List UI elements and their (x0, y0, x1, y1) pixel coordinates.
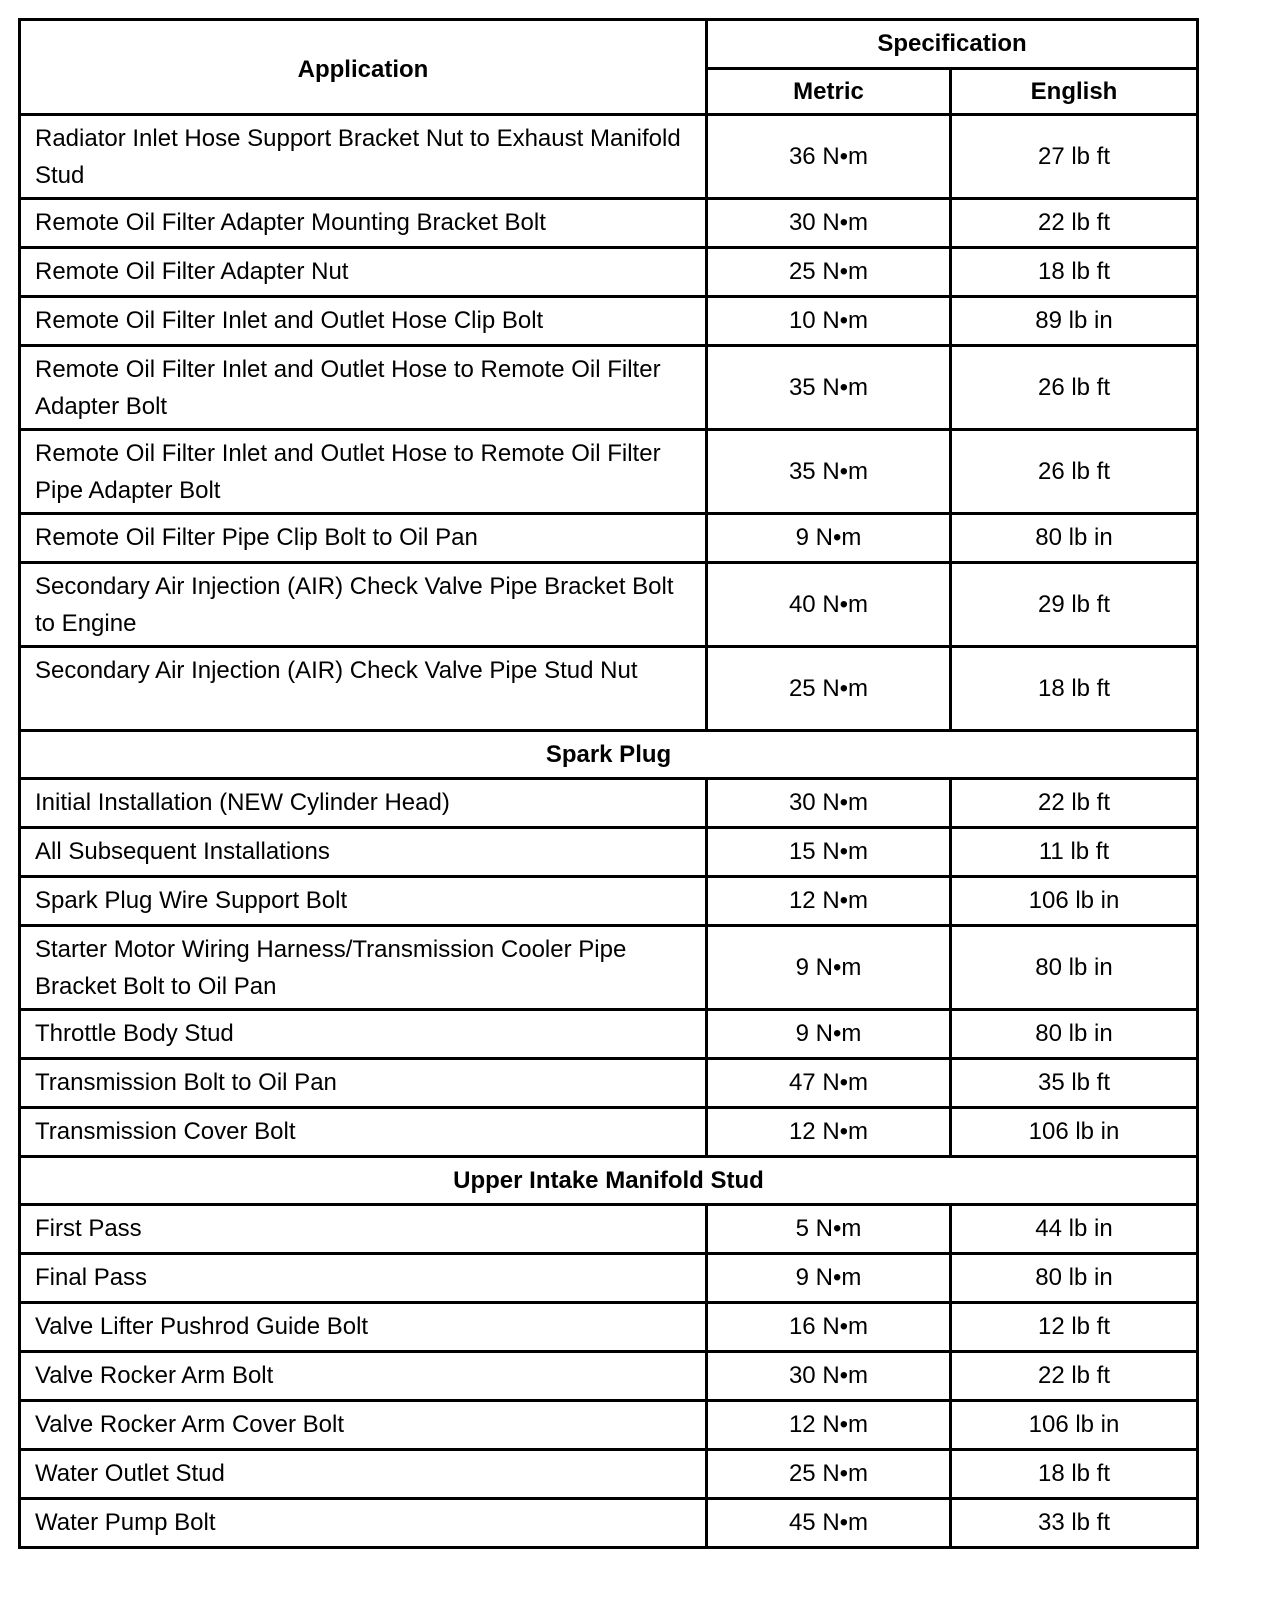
english-cell: 29 lb ft (951, 563, 1198, 647)
metric-cell: 5 N•m (707, 1205, 951, 1254)
application-cell: Water Pump Bolt (20, 1499, 707, 1548)
application-cell: Remote Oil Filter Inlet and Outlet Hose to Remote Oil Filter Pipe Adapter Bolt (20, 430, 707, 514)
english-cell: 80 lb in (951, 514, 1198, 563)
section-row (20, 731, 1198, 779)
table-row (20, 115, 1198, 199)
application-cell: Starter Motor Wiring Harness/Transmission Cooler Pipe Bracket Bolt to Oil Pan (20, 926, 707, 1010)
english-cell: 44 lb in (951, 1205, 1198, 1254)
metric-cell: 30 N•m (707, 779, 951, 828)
application-cell: Final Pass (20, 1254, 707, 1303)
table-row (20, 563, 1198, 647)
application-cell: Valve Rocker Arm Cover Bolt (20, 1401, 707, 1450)
metric-cell: 9 N•m (707, 926, 951, 1010)
metric-cell: 12 N•m (707, 1108, 951, 1157)
table-row (20, 346, 1198, 430)
english-cell: 80 lb in (951, 1254, 1198, 1303)
table-row (20, 1010, 1198, 1059)
metric-cell: 40 N•m (707, 563, 951, 647)
table-row (20, 514, 1198, 563)
application-cell: All Subsequent Installations (20, 828, 707, 877)
metric-cell: 47 N•m (707, 1059, 951, 1108)
application-cell: Throttle Body Stud (20, 1010, 707, 1059)
application-cell: Remote Oil Filter Inlet and Outlet Hose to Remote Oil Filter Adapter Bolt (20, 346, 707, 430)
english-cell: 18 lb ft (951, 1450, 1198, 1499)
english-cell: 80 lb in (951, 926, 1198, 1010)
metric-cell: 16 N•m (707, 1303, 951, 1352)
metric-cell: 9 N•m (707, 514, 951, 563)
english-cell: 11 lb ft (951, 828, 1198, 877)
english-cell: 106 lb in (951, 877, 1198, 926)
english-cell: 89 lb in (951, 297, 1198, 346)
application-cell: Spark Plug Wire Support Bolt (20, 877, 707, 926)
table-row (20, 926, 1198, 1010)
metric-cell: 35 N•m (707, 346, 951, 430)
application-cell: Remote Oil Filter Adapter Mounting Bracket Bolt (20, 199, 707, 248)
metric-cell: 9 N•m (707, 1010, 951, 1059)
table-row (20, 430, 1198, 514)
table-row (20, 1108, 1198, 1157)
metric-cell: 45 N•m (707, 1499, 951, 1548)
header-english: English (951, 69, 1198, 115)
table-row (20, 779, 1198, 828)
english-cell: 18 lb ft (951, 248, 1198, 297)
torque-spec-table (18, 18, 1199, 1549)
english-cell: 27 lb ft (951, 115, 1198, 199)
table-row (20, 828, 1198, 877)
metric-cell: 30 N•m (707, 199, 951, 248)
english-cell: 33 lb ft (951, 1499, 1198, 1548)
application-cell: Remote Oil Filter Adapter Nut (20, 248, 707, 297)
table-row (20, 1205, 1198, 1254)
application-cell: Remote Oil Filter Inlet and Outlet Hose Clip Bolt (20, 297, 707, 346)
application-cell: Transmission Bolt to Oil Pan (20, 1059, 707, 1108)
table-row (20, 1352, 1198, 1401)
application-cell: Secondary Air Injection (AIR) Check Valve Pipe Bracket Bolt to Engine (20, 563, 707, 647)
metric-cell: 25 N•m (707, 647, 951, 731)
metric-cell: 25 N•m (707, 1450, 951, 1499)
table-row (20, 248, 1198, 297)
english-cell: 35 lb ft (951, 1059, 1198, 1108)
english-cell: 26 lb ft (951, 346, 1198, 430)
table-row (20, 1499, 1198, 1548)
application-cell: Remote Oil Filter Pipe Clip Bolt to Oil Pan (20, 514, 707, 563)
table-row (20, 877, 1198, 926)
metric-cell: 35 N•m (707, 430, 951, 514)
application-cell: First Pass (20, 1205, 707, 1254)
application-cell: Valve Lifter Pushrod Guide Bolt (20, 1303, 707, 1352)
table-row (20, 1401, 1198, 1450)
english-cell: 26 lb ft (951, 430, 1198, 514)
table-row (20, 1303, 1198, 1352)
section-title: Spark Plug (20, 731, 1198, 779)
application-cell: Secondary Air Injection (AIR) Check Valve Pipe Stud Nut (20, 647, 707, 731)
application-cell: Water Outlet Stud (20, 1450, 707, 1499)
english-cell: 22 lb ft (951, 1352, 1198, 1401)
metric-cell: 30 N•m (707, 1352, 951, 1401)
table-row (20, 297, 1198, 346)
english-cell: 12 lb ft (951, 1303, 1198, 1352)
header-specification: Specification (707, 20, 1198, 69)
metric-cell: 12 N•m (707, 1401, 951, 1450)
section-row (20, 1157, 1198, 1205)
metric-cell: 12 N•m (707, 877, 951, 926)
english-cell: 18 lb ft (951, 647, 1198, 731)
metric-cell: 9 N•m (707, 1254, 951, 1303)
application-cell: Radiator Inlet Hose Support Bracket Nut to Exhaust Manifold Stud (20, 115, 707, 199)
application-cell: Initial Installation (NEW Cylinder Head) (20, 779, 707, 828)
application-cell: Valve Rocker Arm Bolt (20, 1352, 707, 1401)
english-cell: 106 lb in (951, 1401, 1198, 1450)
table-row (20, 1254, 1198, 1303)
table-row (20, 1450, 1198, 1499)
table-row (20, 1059, 1198, 1108)
header-application: Application (20, 20, 707, 115)
metric-cell: 10 N•m (707, 297, 951, 346)
english-cell: 22 lb ft (951, 779, 1198, 828)
metric-cell: 36 N•m (707, 115, 951, 199)
english-cell: 106 lb in (951, 1108, 1198, 1157)
metric-cell: 15 N•m (707, 828, 951, 877)
table-row (20, 199, 1198, 248)
metric-cell: 25 N•m (707, 248, 951, 297)
english-cell: 80 lb in (951, 1010, 1198, 1059)
header-metric: Metric (707, 69, 951, 115)
table-row (20, 647, 1198, 731)
section-title: Upper Intake Manifold Stud (20, 1157, 1198, 1205)
application-cell: Transmission Cover Bolt (20, 1108, 707, 1157)
english-cell: 22 lb ft (951, 199, 1198, 248)
